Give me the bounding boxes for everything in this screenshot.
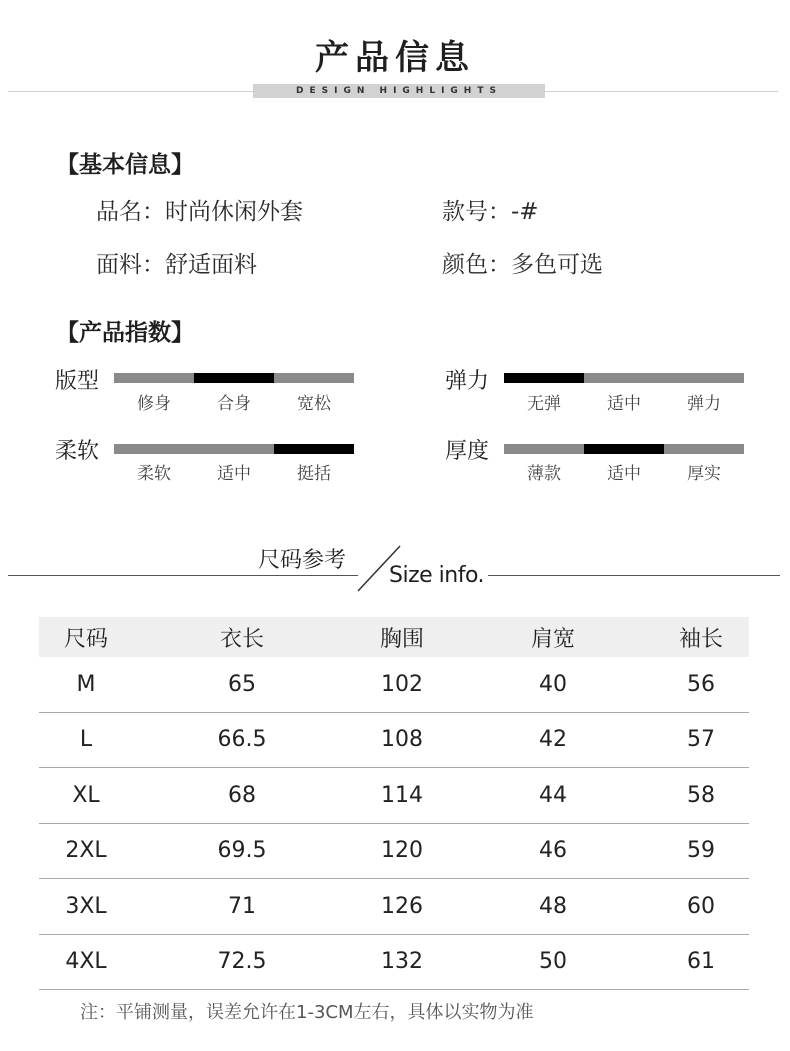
table-cell: 59	[687, 838, 715, 864]
page-title: 产品信息	[315, 38, 475, 78]
index-segment	[504, 444, 584, 454]
index-option: 薄款	[527, 464, 561, 484]
table-cell: M	[76, 671, 96, 697]
table-cell: 3XL	[65, 893, 107, 919]
table-header-cell: 衣长	[219, 626, 264, 652]
table-row	[39, 824, 749, 880]
index-segment	[664, 444, 744, 454]
product-fabric: 面料：舒适面料	[96, 252, 257, 278]
table-cell: 71	[228, 893, 256, 919]
index-bar-thickness	[504, 444, 744, 454]
table-cell: 44	[539, 782, 567, 808]
table-row	[39, 768, 749, 824]
index-label-softness: 柔软	[55, 439, 100, 464]
index-options-thickness	[504, 459, 744, 484]
index-segment	[274, 444, 354, 454]
index-bar-softness	[114, 444, 354, 454]
table-cell: 40	[539, 671, 567, 697]
index-segment	[194, 373, 274, 383]
index-segment	[504, 373, 584, 383]
table-cell: XL	[72, 782, 100, 808]
header-subtitle: DESIGN HIGHLIGHTS	[253, 84, 545, 98]
product-color: 颜色：多色可选	[442, 252, 603, 278]
product-model: 款号：-#	[442, 199, 539, 225]
table-row	[39, 879, 749, 935]
table-cell: 132	[381, 949, 423, 975]
size-reference-title-en: Size info.	[389, 563, 485, 588]
index-label-elasticity: 弹力	[445, 369, 490, 394]
measurement-footnote: 注：平铺测量，误差允许在1-3CM左右，具体以实物为准	[80, 1002, 534, 1023]
table-cell: 68	[228, 782, 256, 808]
table-cell: 61	[687, 949, 715, 975]
table-header-cell: 胸围	[379, 626, 424, 652]
table-header-cell: 尺码	[63, 626, 108, 652]
table-cell: 46	[539, 838, 567, 864]
size-title-divider-left	[8, 575, 358, 576]
index-segment	[664, 373, 744, 383]
table-cell: 66.5	[217, 727, 267, 753]
index-option: 适中	[607, 464, 641, 484]
table-cell: L	[79, 727, 93, 753]
index-segment	[584, 444, 664, 454]
table-cell: 120	[381, 838, 423, 864]
product-name: 品名：时尚休闲外套	[96, 199, 303, 225]
index-option: 修身	[137, 394, 171, 414]
index-option: 柔软	[137, 464, 171, 484]
table-row	[39, 657, 749, 713]
table-cell: 102	[381, 671, 423, 697]
index-segment	[114, 373, 194, 383]
index-bar-elasticity	[504, 373, 744, 383]
index-option: 合身	[217, 394, 251, 414]
index-option: 适中	[607, 394, 641, 414]
index-option: 挺括	[297, 464, 331, 484]
table-cell: 42	[539, 727, 567, 753]
product-index-heading: 【产品指数】	[56, 320, 194, 346]
index-segment	[584, 373, 664, 383]
table-cell: 48	[539, 893, 567, 919]
table-cell: 57	[687, 727, 715, 753]
table-cell: 60	[687, 893, 715, 919]
index-label-fit: 版型	[55, 369, 100, 394]
size-table	[39, 617, 749, 990]
table-cell: 72.5	[217, 949, 267, 975]
basic-info-heading: 【基本信息】	[56, 152, 194, 178]
index-option: 弹力	[687, 394, 721, 414]
size-reference-title: 尺码参考	[258, 548, 347, 573]
table-row	[39, 713, 749, 769]
table-cell: 108	[381, 727, 423, 753]
index-bar-fit	[114, 373, 354, 383]
index-segment	[114, 444, 194, 454]
index-options-fit	[114, 389, 354, 414]
index-option: 无弹	[527, 394, 561, 414]
table-cell: 58	[687, 782, 715, 808]
index-option: 宽松	[297, 394, 331, 414]
size-title-divider-right	[488, 575, 780, 576]
table-header-row	[39, 617, 749, 657]
index-segment	[274, 373, 354, 383]
table-header-cell: 肩宽	[530, 626, 575, 652]
index-segment	[194, 444, 274, 454]
table-cell: 65	[228, 671, 256, 697]
table-cell: 69.5	[217, 838, 267, 864]
table-cell: 126	[381, 893, 423, 919]
index-options-elasticity	[504, 389, 744, 414]
index-option: 厚实	[687, 464, 721, 484]
index-label-thickness: 厚度	[445, 439, 490, 464]
table-cell: 114	[381, 782, 423, 808]
index-option: 适中	[217, 464, 251, 484]
table-cell: 4XL	[65, 949, 107, 975]
table-cell: 50	[539, 949, 567, 975]
table-cell: 2XL	[65, 838, 107, 864]
table-row	[39, 935, 749, 991]
table-header-cell: 袖长	[678, 626, 723, 652]
index-options-softness	[114, 459, 354, 484]
table-cell: 56	[687, 671, 715, 697]
